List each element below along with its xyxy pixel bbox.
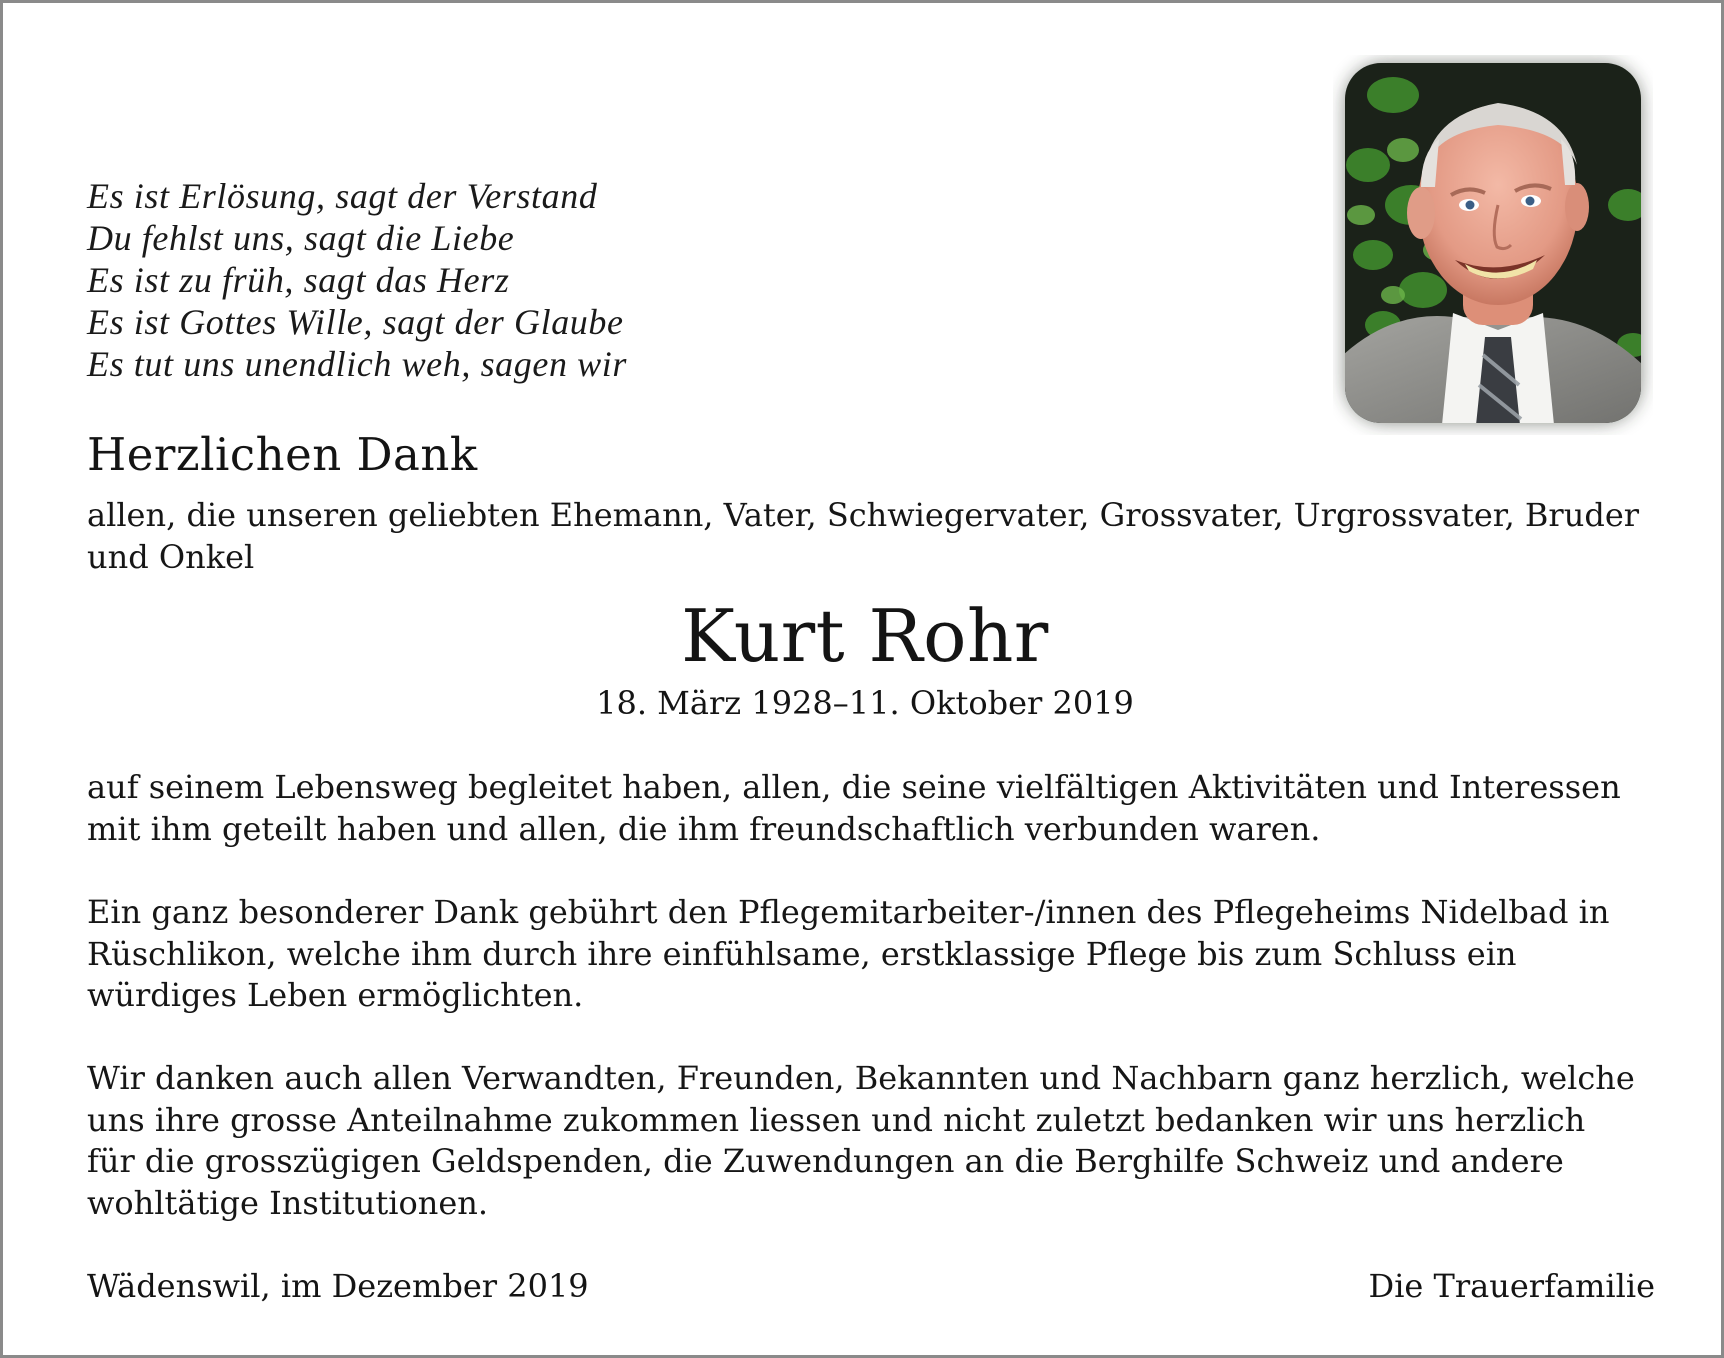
paragraph-line: würdiges Leben ermöglichten. — [87, 976, 584, 1014]
paragraph-line: Ein ganz besonderer Dank gebührt den Pflegemitarbeiter-/innen des Pflegeheims Nidelbad in — [87, 893, 1610, 931]
thanks-heading: Herzlichen Dank — [87, 428, 478, 481]
intro-line: und Onkel — [87, 537, 255, 576]
deceased-name: Kurt Rohr — [681, 594, 1049, 678]
intro-text — [87, 495, 1667, 578]
paragraph-care-thanks — [87, 892, 1667, 1017]
paragraph-line: für die grosszügigen Geldspenden, die Zuwendungen an die Berghilfe Schweiz und andere — [87, 1142, 1564, 1180]
paragraph-general-thanks — [87, 1058, 1667, 1224]
life-dates: 18. März 1928–11. Oktober 2019 — [596, 684, 1134, 722]
paragraph-line: mit ihm geteilt haben und allen, die ihm freundschaftlich verbunden waren. — [87, 809, 1321, 848]
intro-line: allen, die unseren geliebten Ehemann, Vater, Schwiegervater, Grossvater, Urgrossvater, Bruder — [87, 496, 1640, 534]
paragraph-line: auf seinem Lebensweg begleitet haben, allen, die seine vielfältigen Aktivitäten und Interessen — [87, 768, 1621, 806]
signature: Die Trauerfamilie — [1368, 1267, 1655, 1305]
poem-line: Es ist Erlösung, sagt der Verstand — [87, 176, 598, 216]
paragraph-line: wohltätige Institutionen. — [87, 1183, 489, 1222]
poem-line: Es tut uns unendlich weh, sagen wir — [87, 344, 627, 384]
paragraph-line: uns ihre grosse Anteilnahme zukommen liessen und nicht zuletzt bedanken wir uns herzlich — [87, 1100, 1586, 1139]
portrait-photo — [1333, 55, 1653, 435]
paragraph-line: Rüschlikon, welche ihm durch ihre einfühlsame, erstklassige Pflege bis zum Schluss ein — [87, 934, 1517, 973]
paragraph-lifepath — [87, 767, 1667, 850]
place-date: Wädenswil, im Dezember 2019 — [87, 1267, 589, 1305]
poem-line: Es ist Gottes Wille, sagt der Glaube — [87, 302, 624, 342]
poem-line: Du fehlst uns, sagt die Liebe — [87, 218, 515, 258]
poem-line: Es ist zu früh, sagt das Herz — [87, 260, 510, 300]
poem — [87, 175, 627, 385]
paragraph-line: Wir danken auch allen Verwandten, Freunden, Bekannten und Nachbarn ganz herzlich, welche — [87, 1059, 1635, 1097]
